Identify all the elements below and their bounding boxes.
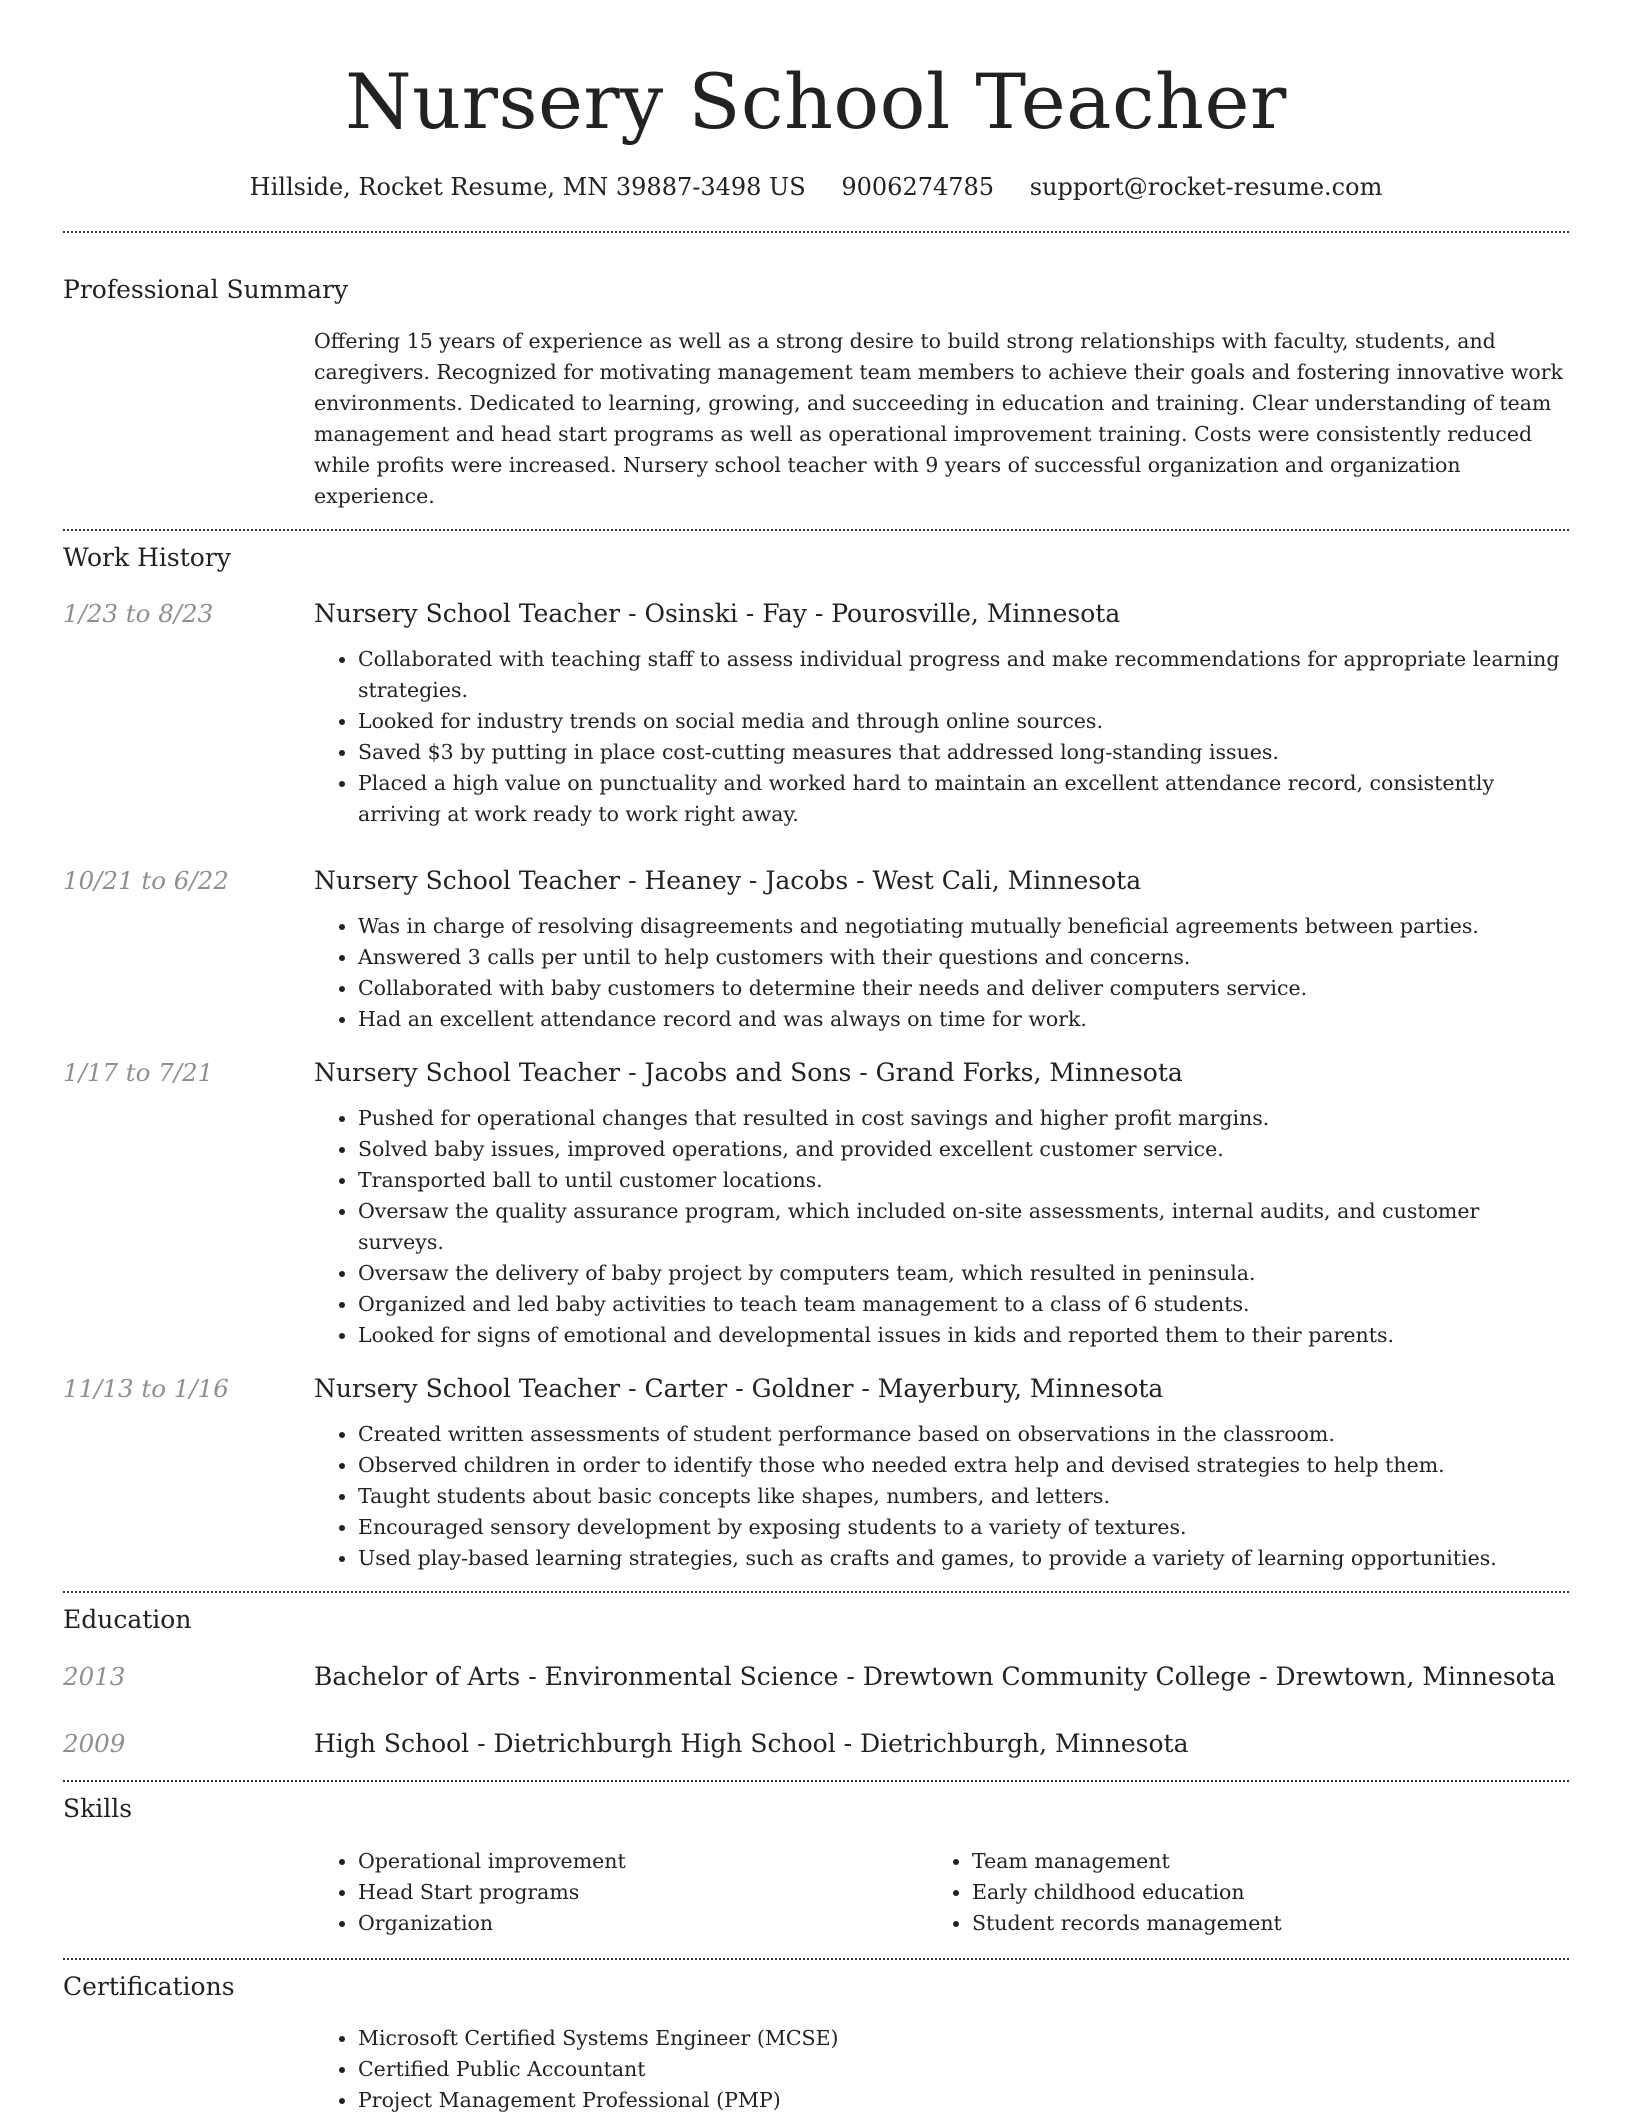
job-title: Nursery School Teacher - Osinski - Fay - Pourosville, Minnesota [314,599,1121,628]
job-body [314,1055,1569,1351]
job-entry [63,1371,1569,1574]
contact-address: Hillside, Rocket Resume, MN 39887-3498 US [249,173,806,201]
list-item: • Head Start programs [358,1877,928,1908]
list-item: • Oversaw the delivery of baby project by computers team, which resulted in peninsula. [358,1258,1569,1289]
job-date: 1/23 to 8/23 [63,599,214,628]
list-item: • Observed children in order to identify those who needed extra help and devised strategies to help them. [358,1450,1569,1481]
list-item: • Had an excellent attendance record and was always on time for work. [358,1004,1569,1035]
section-divider [63,529,1569,531]
list-item: • Project Management Professional (PMP) [358,2085,1569,2116]
work-history-section-title: Work History [63,543,231,572]
job-bullets [314,644,1569,830]
job-body [314,863,1569,1035]
summary-section-title: Professional Summary [63,275,349,304]
job-entry [63,863,1569,1035]
list-item: • Solved baby issues, improved operations, and provided excellent customer service. [358,1134,1569,1165]
job-bullets [314,911,1569,1035]
skills-grid [314,1846,1569,1939]
list-item: • Transported ball to until customer locations. [358,1165,1569,1196]
list-item: • Created written assessments of student performance based on observations in the classroom. [358,1419,1569,1450]
certifications-section-title: Certifications [63,1972,235,2001]
contact-phone: 9006274785 [841,173,995,201]
list-item: • Student records management [972,1908,1542,1939]
job-bullets [314,1103,1569,1351]
section-divider [63,1958,1569,1960]
job-date: 11/13 to 1/16 [63,1374,229,1403]
list-item: • Taught students about basic concepts like shapes, numbers, and letters. [358,1481,1569,1512]
list-item: • Encouraged sensory development by exposing students to a variety of textures. [358,1512,1569,1543]
list-item: • Microsoft Certified Systems Engineer (MCSE) [358,2023,1569,2054]
list-item: • Team management [972,1846,1542,1877]
list-item: • Answered 3 calls per until to help customers with their questions and concerns. [358,942,1569,973]
section-divider [63,1591,1569,1593]
job-body [314,1371,1569,1574]
candidate-name: Nursery School Teacher [345,57,1287,146]
list-item: • Organized and led baby activities to teach team management to a class of 6 students. [358,1289,1569,1320]
job-date: 1/17 to 7/21 [63,1058,214,1087]
education-entry [63,1659,1569,1695]
list-item: • Pushed for operational changes that resulted in cost savings and higher profit margins. [358,1103,1569,1134]
education-date: 2009 [63,1729,126,1758]
job-entry [63,1055,1569,1351]
summary-text: Offering 15 years of experience as well as a strong desire to build strong relationships with faculty, students, and caregivers. Recognized for motivating management team members to achieve their goals and fostering innovative work environments. Dedicated to learning, growing, and succeeding in education and training. Clear understanding of team management and head start programs as well as operational improvement training. Costs were consistently reduced while profits were increased. Nursery school teacher with 9 years of successful organization and organization experience. [314,329,1563,508]
list-item: • Collaborated with baby customers to determine their needs and deliver computers service. [358,973,1569,1004]
skills-column-left [314,1846,928,1939]
list-item: • Organization [358,1908,928,1939]
education-date: 2013 [63,1662,126,1691]
job-title: Nursery School Teacher - Heaney - Jacobs - West Cali, Minnesota [314,866,1142,895]
skills-section-title: Skills [63,1794,133,1823]
certifications-list [314,2023,1569,2116]
education-title: Bachelor of Arts - Environmental Science - Drewtown Community College - Drewtown, Minnesota [314,1662,1556,1691]
list-item: • Looked for industry trends on social media and through online sources. [358,706,1569,737]
list-item: • Early childhood education [972,1877,1542,1908]
education-entry [63,1726,1569,1762]
list-item: • Was in charge of resolving disagreements and negotiating mutually beneficial agreements between parties. [358,911,1569,942]
list-item: • Placed a high value on punctuality and worked hard to maintain an excellent attendance record, consistently arriving at work ready to work right away. [358,768,1569,830]
list-item: • Collaborated with teaching staff to assess individual progress and make recommendations for appropriate learning strategies. [358,644,1569,706]
skills-column-right [928,1846,1542,1939]
list-item: • Operational improvement [358,1846,928,1877]
contact-line [63,170,1569,204]
list-item: • Used play-based learning strategies, such as crafts and games, to provide a variety of learning opportunities. [358,1543,1569,1574]
education-section-title: Education [63,1605,192,1634]
job-title: Nursery School Teacher - Jacobs and Sons - Grand Forks, Minnesota [314,1058,1183,1087]
list-item: • Saved $3 by putting in place cost-cutting measures that addressed long-standing issues. [358,737,1569,768]
list-item: • Looked for signs of emotional and developmental issues in kids and reported them to their parents. [358,1320,1569,1351]
education-title: High School - Dietrichburgh High School - Dietrichburgh, Minnesota [314,1729,1189,1758]
job-bullets [314,1419,1569,1574]
contact-email: support@rocket-resume.com [1029,173,1383,201]
job-date: 10/21 to 6/22 [63,866,229,895]
list-item: • Certified Public Accountant [358,2054,1569,2085]
job-entry [63,596,1569,830]
list-item: • Oversaw the quality assurance program, which included on-site assessments, internal audits, and customer surveys. [358,1196,1569,1258]
section-divider [63,1780,1569,1782]
section-divider [63,231,1569,233]
job-title: Nursery School Teacher - Carter - Goldner - Mayerbury, Minnesota [314,1374,1164,1403]
job-body [314,596,1569,830]
